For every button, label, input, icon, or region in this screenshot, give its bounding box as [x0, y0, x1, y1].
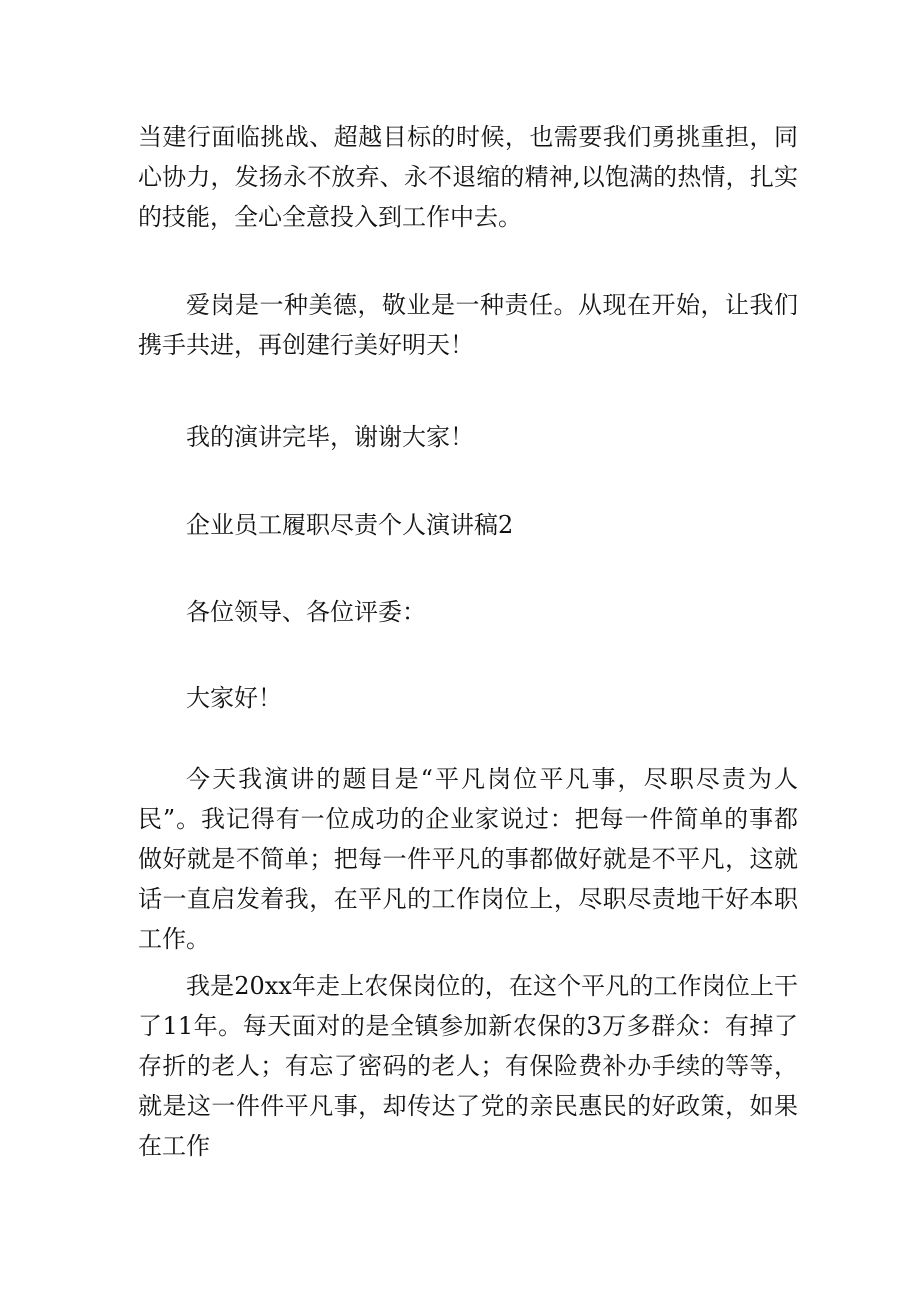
section-title: 企业员工履职尽责个人演讲稿2 — [186, 511, 514, 539]
paragraph-continuation: 当建行面临挑战、超越目标的时候，也需要我们勇挑重担，同心协力，发扬永不放弃、永不退缩的精神,以饱满的热情，扎实的技能，全心全意投入到工作中去。 — [138, 123, 798, 231]
paragraph-salutation: 各位领导、各位评委： — [186, 598, 426, 626]
paragraph-experience: 我是20xx年走上农保岗位的，在这个平凡的工作岗位上干了11年。每天面对的是全镇参加新农保的3万多群众：有掉了存折的老人；有忘了密码的老人；有保险费补办手续的等等，就是这一件件平凡事，却传达了党的亲民惠民的好政策，如果在工作 — [138, 972, 798, 1160]
paragraph-greeting: 大家好！ — [186, 684, 282, 712]
paragraph-thanks: 我的演讲完毕，谢谢大家！ — [186, 423, 474, 451]
paragraph-topic: 今天我演讲的题目是“平凡岗位平凡事，尽职尽责为人民”。我记得有一位成功的企业家说过：把每一件简单的事都做好就是不简单；把每一件平凡的事都做好就是不平凡，这就话一直启发着我，在平凡的工作岗位上，尽职尽责地干好本职工作。 — [138, 765, 798, 953]
paragraph-closing-appeal: 爱岗是一种美德，敬业是一种责任。从现在开始，让我们携手共进，再创建行美好明天！ — [138, 291, 798, 359]
